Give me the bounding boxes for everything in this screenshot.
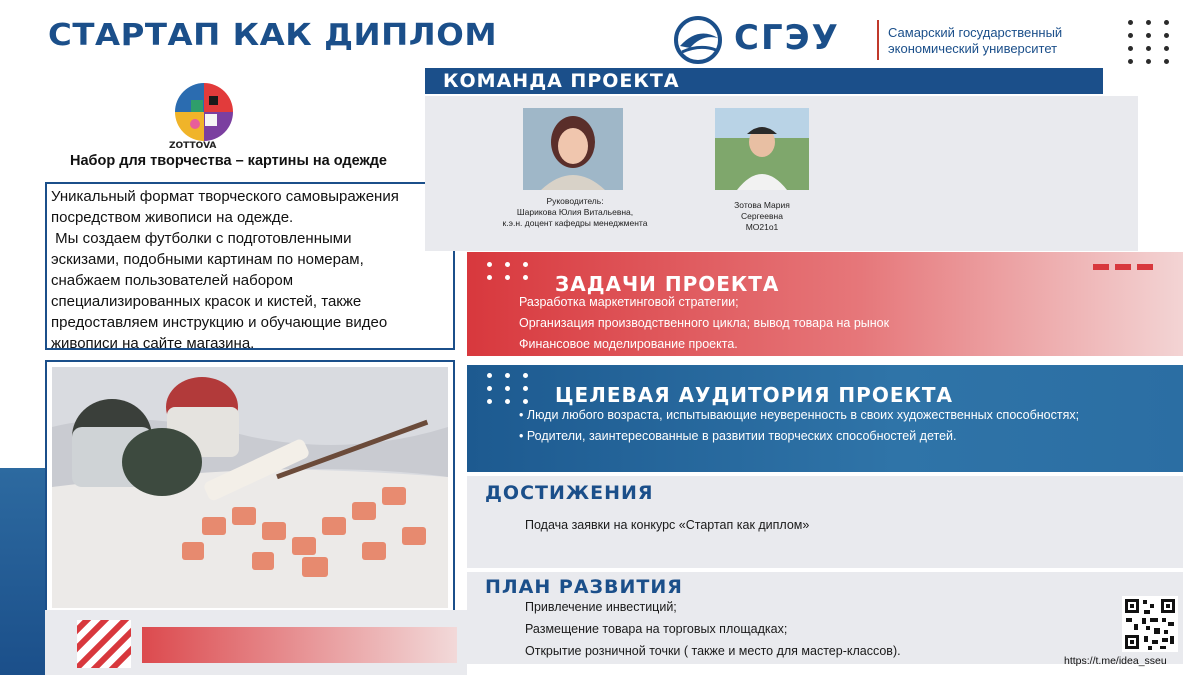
tasks-list — [519, 292, 889, 355]
list-item: • Люди любого возраста, испытывающие неуверенность в своих художественных способностях; — [519, 405, 1079, 426]
product-photo — [45, 360, 455, 615]
logo-divider — [877, 20, 879, 60]
team-member-photo-1 — [523, 108, 623, 190]
telegram-link[interactable]: https://t.me/idea_sseu — [1064, 655, 1167, 667]
list-item: Открытие розничной точки ( также и место для мастер-классов). — [525, 644, 901, 658]
list-item: Привлечение инвестиций; — [525, 600, 677, 614]
product-description: Уникальный формат творческого самовыражения посредством живописи на одежде. Мы создаем футболки с подготовленными эскизами, подобными картинам по номерам, снабжаем пользователей набором специализированных красок и кистей, также предоставляем инструкцию и обучающие видео живописи на сайте магазина. — [45, 182, 455, 350]
university-logo — [672, 16, 1112, 64]
product-title: Набор для творчества – картины на одежде — [70, 153, 387, 169]
audience-list — [519, 405, 1079, 447]
team-member-caption-1: Руководитель: Шарикова Юлия Витальевна, к.э.н. доцент кафедры менеджмента — [502, 196, 648, 228]
achievements-heading: ДОСТИЖЕНИЯ — [485, 482, 654, 504]
qr-code-icon[interactable] — [1122, 596, 1178, 652]
team-heading: КОМАНДА ПРОЕКТА — [443, 70, 680, 92]
achievements-list — [525, 514, 809, 536]
list-item: Финансовое моделирование проекта. — [519, 337, 738, 351]
page-title: СТАРТАП КАК ДИПЛОМ — [48, 18, 498, 53]
team-panel — [425, 96, 1138, 251]
university-abbr: СГЭУ — [734, 18, 840, 58]
audience-section — [467, 365, 1183, 472]
list-item: Подача заявки на конкурс «Стартап как диплом» — [525, 518, 810, 532]
decor-stripes-icon — [77, 620, 131, 668]
zottova-logo — [165, 82, 243, 150]
paints-on-shirt-image — [52, 367, 448, 608]
audience-heading: ЦЕЛЕВАЯ АУДИТОРИЯ ПРОЕКТА — [555, 383, 953, 407]
decor-dots-top-right — [1128, 20, 1170, 64]
decor-dots-tasks — [487, 262, 529, 280]
plan-list — [525, 596, 901, 662]
list-item: Разработка маркетинговой стратегии; — [519, 295, 739, 309]
team-member-photo-2 — [715, 108, 809, 190]
zottova-logo-text: ZOTTOVA — [169, 141, 217, 150]
university-emblem-icon — [672, 16, 726, 64]
team-heading-bar — [425, 68, 1103, 94]
tasks-heading: ЗАДАЧИ ПРОЕКТА — [555, 272, 780, 296]
list-item: Организация производственного цикла; вывод товара на рынок — [519, 316, 890, 330]
list-item: • Родители, заинтересованные в развитии творческих способностей детей. — [519, 426, 1079, 447]
decor-red-bar — [142, 627, 457, 663]
team-member-caption-2: Зотова Мария Сергеевна МО21о1 — [734, 200, 790, 232]
decor-dots-audience — [487, 373, 529, 404]
university-name: Самарский государственный экономический университет — [888, 25, 1063, 56]
achievements-section — [467, 476, 1183, 568]
decor-blue-strip — [0, 468, 45, 675]
list-item: Размещение товара на торговых площадках; — [525, 622, 788, 636]
plan-heading: ПЛАН РАЗВИТИЯ — [485, 576, 683, 598]
decor-dashes — [1093, 264, 1153, 270]
tasks-section — [467, 252, 1183, 356]
plan-section — [467, 572, 1183, 664]
